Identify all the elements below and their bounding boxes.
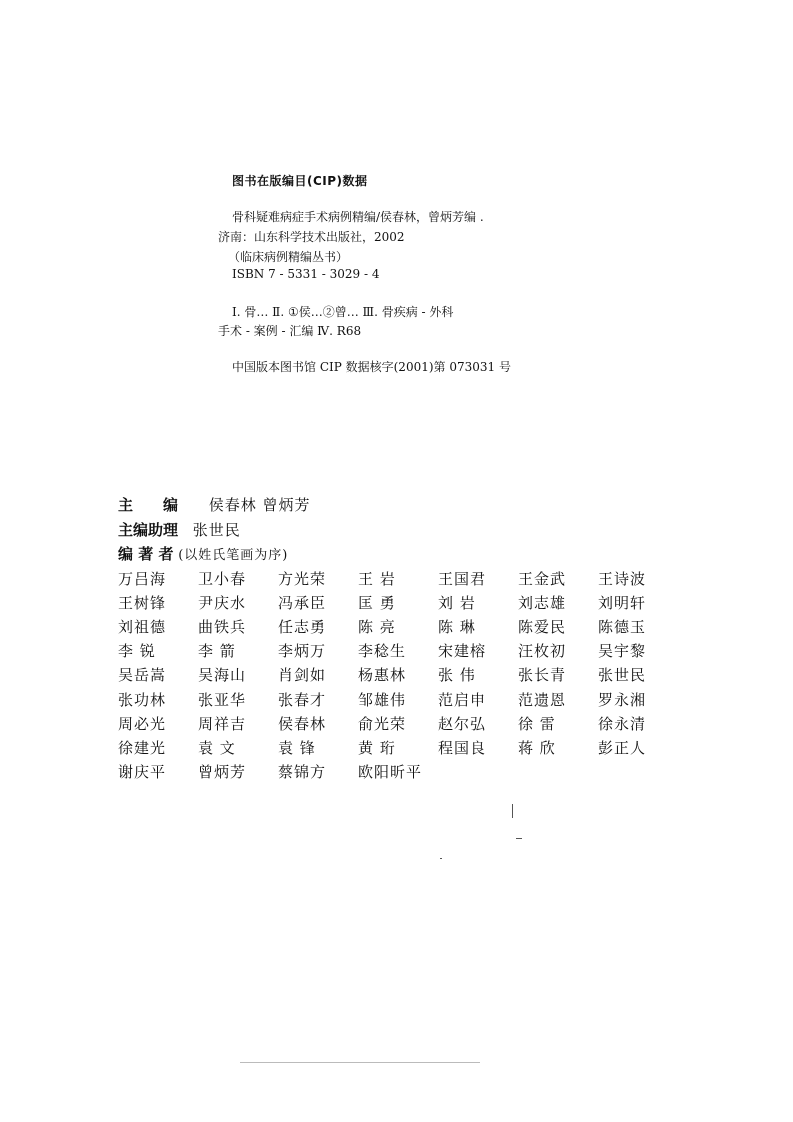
- author-name: 杨惠林: [358, 666, 407, 685]
- author-name: 方光荣: [278, 569, 327, 588]
- authors-order-note: (以姓氏笔画为序): [178, 548, 289, 563]
- author-name: 李稔生: [358, 642, 407, 661]
- author-name: 陈 亮: [358, 617, 396, 636]
- author-name: 李炳万: [278, 642, 327, 661]
- authors-row: [118, 614, 678, 638]
- author-name: 袁 锋: [278, 738, 316, 757]
- author-name: 侯春林: [278, 714, 327, 733]
- cip-block: [0, 0, 793, 400]
- chief-editor-label-char-1: 主: [118, 496, 134, 514]
- assistant-editor-label: 主编助理: [118, 521, 179, 539]
- author-name: 谢庆平: [118, 763, 167, 782]
- author-name: 范启申: [438, 690, 487, 709]
- author-name: 周祥吉: [198, 714, 247, 733]
- authors-row: [118, 760, 678, 784]
- author-name: 匡 勇: [358, 593, 396, 612]
- author-name: 张功林: [118, 690, 167, 709]
- author-name: 俞光荣: [358, 714, 407, 733]
- assistant-editor-row: [118, 519, 241, 540]
- authors-row: [118, 566, 678, 590]
- author-name: 王 岩: [358, 569, 396, 588]
- author-name: 程国良: [438, 738, 487, 757]
- author-name: 邹雄伟: [358, 690, 407, 709]
- author-name: 汪枚初: [518, 642, 567, 661]
- authors-label: 编 著 者: [118, 545, 174, 563]
- author-name: 陈 琳: [438, 617, 476, 636]
- author-name: 刘明轩: [598, 593, 647, 612]
- scan-speck: [440, 858, 442, 859]
- author-name: 刘 岩: [438, 593, 476, 612]
- author-name: 王金武: [518, 569, 567, 588]
- author-name: 刘志雄: [518, 593, 567, 612]
- author-name: 张长青: [518, 666, 567, 685]
- authors-grid: [118, 566, 678, 784]
- author-name: 陈爱民: [518, 617, 567, 636]
- author-name: 卫小春: [198, 569, 247, 588]
- chief-editor-label: [118, 494, 188, 515]
- author-name: 冯承臣: [278, 593, 327, 612]
- cip-line-isbn: ISBN 7 - 5331 - 3029 - 4: [232, 267, 380, 281]
- cip-line-classification-1: Ⅰ. 骨… Ⅱ. ①侯…②曾… Ⅲ. 骨疾病 - 外科: [232, 305, 454, 319]
- author-name: 张春才: [278, 690, 327, 709]
- authors-row: [118, 590, 678, 614]
- author-name: 黄 珩: [358, 738, 396, 757]
- author-name: 蒋 欣: [518, 738, 556, 757]
- authors-label-row: [118, 543, 288, 564]
- author-name: 罗永湘: [598, 690, 647, 709]
- chief-editor-label-char-2: 编: [163, 496, 179, 514]
- author-name: 周必光: [118, 714, 167, 733]
- author-name: 尹庆水: [198, 593, 247, 612]
- author-name: 蔡锦方: [278, 763, 327, 782]
- author-name: 徐 雷: [518, 714, 556, 733]
- cip-line-book-title: 骨科疑难病症手术病例精编/侯春林，曾炳芳编 .: [232, 210, 484, 224]
- cip-line-cip-number: 中国版本图书馆 CIP 数据核字(2001)第 073031 号: [232, 360, 511, 374]
- cip-line-series: （临床病例精编丛书）: [228, 250, 349, 264]
- author-name: 王诗波: [598, 569, 647, 588]
- author-name: 袁 文: [198, 738, 236, 757]
- author-name: 万吕海: [118, 569, 167, 588]
- cip-line-classification-2: 手术 - 案例 - 汇编 Ⅳ. R68: [218, 324, 362, 338]
- author-name: 吴岳嵩: [118, 666, 167, 685]
- author-name: 张 伟: [438, 666, 476, 685]
- cip-line-publisher: 济南：山东科学技术出版社，2002: [218, 230, 405, 244]
- chief-editor-row: [118, 494, 311, 515]
- authors-row: [118, 735, 678, 759]
- author-name: 王树锋: [118, 593, 167, 612]
- author-name: 宋建榕: [438, 642, 487, 661]
- author-name: 徐永清: [598, 714, 647, 733]
- author-name: 曾炳芳: [198, 763, 247, 782]
- author-name: 李 箭: [198, 642, 236, 661]
- authors-row: [118, 639, 678, 663]
- author-name: 彭正人: [598, 738, 647, 757]
- author-name: 曲铁兵: [198, 617, 247, 636]
- author-name: 张世民: [598, 666, 647, 685]
- author-name: 徐建光: [118, 738, 167, 757]
- scan-edge-line: [240, 1062, 480, 1063]
- author-name: 范遗恩: [518, 690, 567, 709]
- scan-speck: [512, 804, 513, 818]
- chief-editor-names: 侯春林 曾炳芳: [208, 496, 311, 514]
- author-name: 任志勇: [278, 617, 327, 636]
- author-name: 赵尔弘: [438, 714, 487, 733]
- author-name: 张亚华: [198, 690, 247, 709]
- author-name: 陈德玉: [598, 617, 647, 636]
- author-name: 李 锐: [118, 642, 156, 661]
- authors-row: [118, 711, 678, 735]
- author-name: 欧阳昕平: [358, 763, 423, 782]
- authors-row: [118, 687, 678, 711]
- author-name: 肖剑如: [278, 666, 327, 685]
- scan-speck: [516, 838, 522, 839]
- authors-row: [118, 663, 678, 687]
- author-name: 吴海山: [198, 666, 247, 685]
- author-name: 吴宇黎: [598, 642, 647, 661]
- author-name: 刘祖德: [118, 617, 167, 636]
- author-name: 王国君: [438, 569, 487, 588]
- cip-title: 图书在版编目(CIP)数据: [232, 174, 368, 188]
- assistant-editor-name: 张世民: [192, 521, 241, 539]
